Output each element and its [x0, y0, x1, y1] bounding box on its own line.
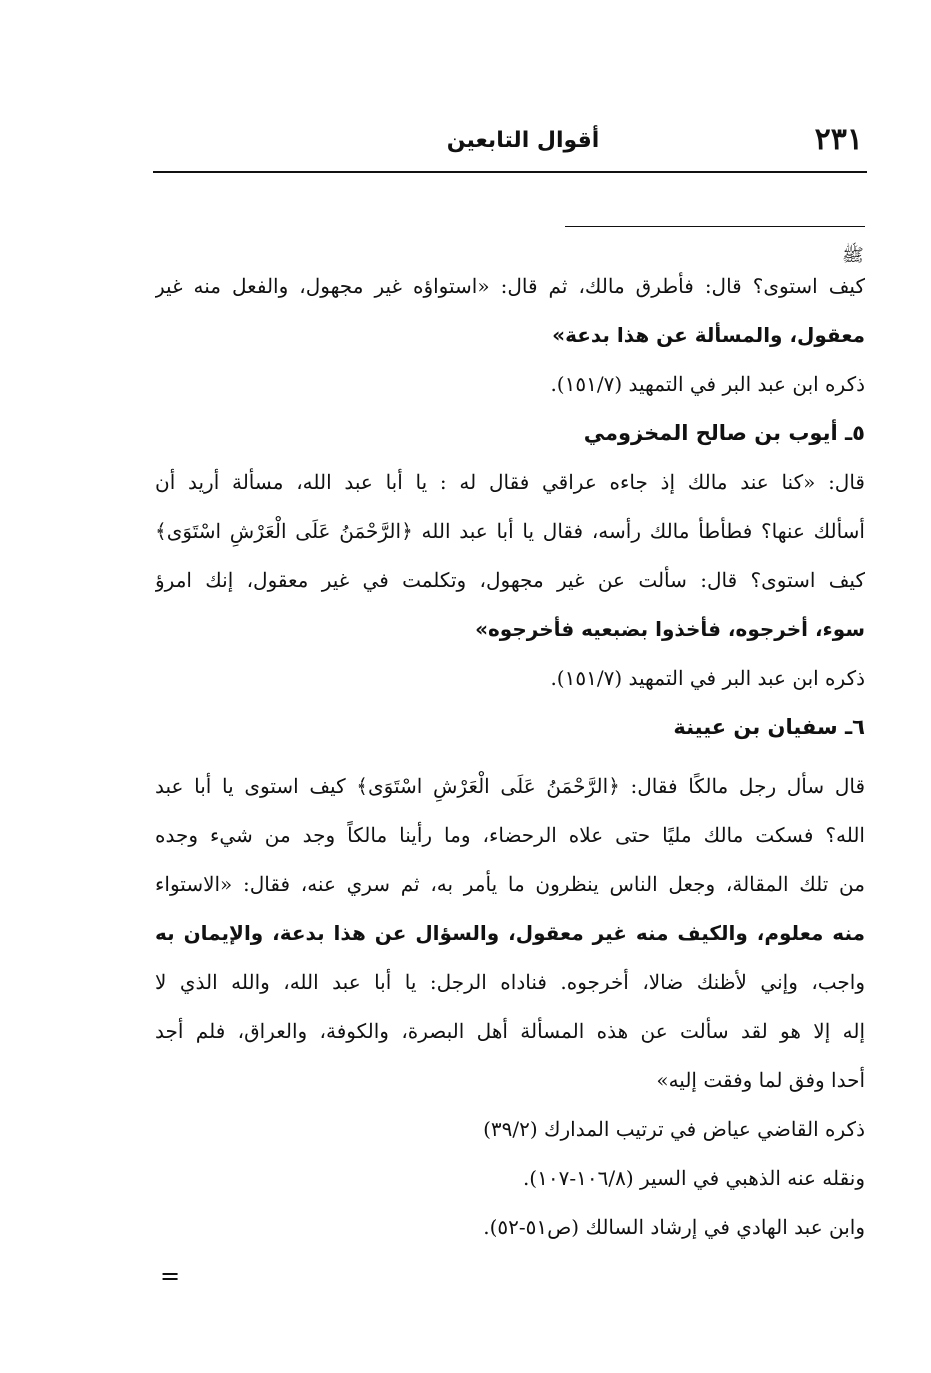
text-line: واجب، وإني لأظنك ضالا، أخرجوه. فناداه الرجل: يا أبا عبد الله، والله الذي لا — [155, 970, 865, 994]
citation-line: ونقله عنه الذهبي في السير (١٠٦/٨-١٠٧). — [522, 1166, 865, 1190]
header-rule — [153, 171, 867, 173]
text-line: كيف استوى؟ قال: فأطرق مالك، ثم قال: «استواؤه غير مجهول، والفعل منه غير — [155, 274, 865, 298]
text-line: كيف استوى؟ قال: سألت عن غير مجهول، وتكلمت في غير معقول، إنك امرؤ — [155, 568, 865, 592]
continuation-equals-mark: = — [160, 1262, 181, 1290]
text-line: إله إلا هو لقد سألت عن هذه المسألة أهل البصرة، والكوفة، والعراق، فلم أجد — [155, 1019, 865, 1043]
citation-line: ذكره ابن عبد البر في التمهيد (١٥١/٧). — [550, 372, 865, 396]
text-line: سوء، أخرجوه، فأخذوا بضبعيه فأخرجوه» — [475, 617, 865, 641]
text-line: الله؟ فسكت مالك مليًا حتى علاه الرحضاء، وما رأينا مالكاً وجد من شيء وجده — [155, 823, 865, 847]
spacer — [155, 752, 865, 762]
text-line: أحدا وفق لما وفقت إليه» — [656, 1068, 865, 1092]
text-line: معقول، والمسألة عن هذا بدعة» — [552, 323, 865, 347]
section-heading: ٥ـ أيوب بن صالح المخزومي — [583, 421, 865, 445]
citation-line: ذكره ابن عبد البر في التمهيد (١٥١/٧). — [550, 666, 865, 690]
page-header — [153, 122, 867, 170]
section-heading: ٦ـ سفيان بن عيينة — [673, 715, 865, 739]
page-body — [155, 262, 865, 1252]
text-line: من تلك المقالة، وجعل الناس ينظرون ما يأمر به، ثم سري عنه، فقال: «الاستواء — [155, 872, 865, 896]
continuation-mark: ﷺ — [842, 245, 864, 266]
running-title: أقوال التابعين — [446, 128, 600, 153]
citation-line: ذكره القاضي عياض في ترتيب المدارك (٣٩/٢) — [483, 1117, 865, 1141]
page-number: ٢٣١ — [814, 122, 863, 157]
text-line: قال: «كنا عند مالك إذ جاءه عراقي فقال له : يا أبا عبد الله، مسألة أريد أن — [155, 470, 865, 494]
text-line: منه معلوم، والكيف منه غير معقول، والسؤال عن هذا بدعة، والإيمان به — [155, 921, 865, 945]
text-line: قال سأل رجل مالكًا فقال: ﴿الرَّحْمَنُ عَلَى الْعَرْشِ اسْتَوَى﴾ كيف استوى يا أبا عبد — [155, 774, 865, 798]
text-line: أسألك عنها؟ فطأطأ مالك رأسه، فقال يا أبا عبد الله ﴿الرَّحْمَنُ عَلَى الْعَرْشِ اسْتَوَى﴾ — [155, 519, 865, 543]
citation-line: وابن عبد الهادي في إرشاد السالك (ص٥١-٥٢). — [483, 1215, 865, 1239]
footnote-separator-rule — [565, 226, 865, 227]
